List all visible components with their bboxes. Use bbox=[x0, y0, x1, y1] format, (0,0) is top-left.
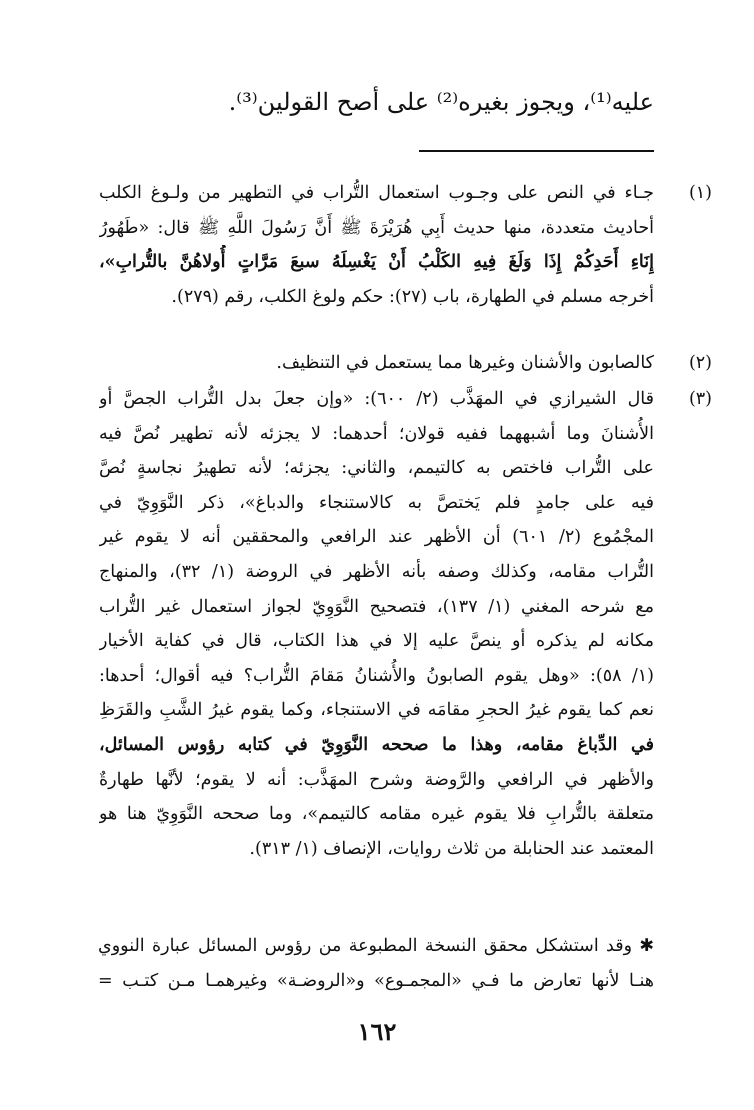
note-line: هنـا لأنها تعارض ما فـي «المجمـوع» و«الروضـة» وغيرهمـا مـن كتـب = bbox=[98, 970, 654, 991]
footnote-line: أخرجه مسلم في الطهارة، باب (٢٧): حكم ولوغ الكلب، رقم (٢٧٩). bbox=[171, 286, 654, 307]
footnote-line: أحاديث متعددة، منها حديث أَبِي هُرَيْرَةَ ﷺ أَنَّ رَسُولَ اللَّهِ ﷺ قال: «طَهُورُ bbox=[99, 217, 654, 238]
footnote-2 bbox=[99, 346, 712, 381]
footnote-line: مكانه لم يذكره أو ينصَّ عليه إلا في هذا الكتاب، قال في كفاية الأخيار bbox=[99, 631, 654, 652]
footnote-number: (٢) bbox=[688, 353, 712, 373]
main-text: عليه⁽¹⁾، ويجوز بغيره⁽²⁾ على أصح القولين⁽³⁾. bbox=[228, 88, 654, 116]
footnote-number: (٣) bbox=[688, 389, 712, 409]
footnote-line: جـاء في النص على وجـوب استعمال التُّراب في التطهير من ولـوغ الكلب bbox=[99, 183, 654, 203]
footnote-line: الأُشنانَ وما أشبههما ففيه قولان؛ أحدهما: لا يجزئه لأنه تطهير نُصَّ فيه bbox=[99, 423, 654, 444]
footnote-separator bbox=[419, 150, 654, 152]
footnote-1 bbox=[99, 176, 712, 314]
note-line: ✱ وقد استشكل محقق النسخة المطبوعة من رؤوس المسائل عبارة النووي bbox=[98, 936, 654, 956]
footnote-line: متعلقة بالتُّرابِ فلا يقوم غيره مقامه كالتيمم»، وما صححه النَّوَوِيّ هنا هو bbox=[99, 804, 654, 825]
footnote-line: المعتمد عند الحنابلة من ثلاث روايات، الإنصاف (١/ ٣١٣). bbox=[249, 838, 654, 859]
footnote-line: على التُّراب فاختص به كالتيمم، والثاني: يجزئه؛ لأنه تطهيرُ نجاسةٍ نُصَّ bbox=[99, 458, 654, 479]
footnote-line: فيه على جامدٍ فلم يَختصَّ به كالاستنجاء والدباغ»، ذكر النَّوَوِيّ في bbox=[99, 492, 654, 513]
footnote-line: مع شرحه المغني (١/ ١٣٧)، فتصحيح النَّوَوِيّ لجواز استعمال غير التُّراب bbox=[99, 596, 654, 617]
footnote-line: والأظهر في الرافعي والرَّوضة وشرح المهَذَّب: أنه لا يقوم؛ لأنَّها طهارةٌ bbox=[99, 769, 654, 790]
footnote-line: المجْمُوع (٢/ ٦٠١) أن الأظهر عند الرافعي والمحققين أنه لا يقوم غير bbox=[99, 527, 654, 548]
footnote-line: التُّراب مقامه، وكذلك وصفه بأنه الأظهر في الروضة (١/ ٣٢)، والمنهاج bbox=[99, 561, 654, 582]
footnote-number: (١) bbox=[688, 183, 712, 203]
footnote-line: في الدِّباغ مقامه، وهذا ما صححه النَّوَوِيّ في كتابه رؤوس المسائل، bbox=[99, 734, 654, 755]
page-number: ١٦٢ bbox=[357, 1017, 397, 1046]
footnote-line: نعم كما يقوم غيرُ الحجرِ مقامَه في الاستنجاء، وكما يقوم غيرُ الشَّبِ والقَرَظِ bbox=[99, 700, 654, 721]
footnote-3 bbox=[99, 382, 712, 866]
footnote-line: (١/ ٥٨): «وهل يقوم الصابونُ والأُشنانُ مَقامَ التُّراب؟ فيه أقوال؛ أحدها: bbox=[99, 665, 654, 686]
hadith-text: إِنَاءِ أَحَدِكُمْ إِذَا وَلَغَ فِيهِ الكَلْبُ أَنْ يَغْسِلَهُ سبعَ مَرَّاتٍ أُولاهُنَّ بالتُّرابِ»، bbox=[99, 252, 654, 273]
footnote-line: قال الشيرازي في المهَذَّب (٢/ ٦٠٠): «وإن جعلَ بدل التُّراب الجصَّ أو bbox=[99, 389, 654, 409]
footnote-line: كالصابون والأشنان وغيرها مما يستعمل في التنظيف. bbox=[276, 353, 654, 373]
continued-note bbox=[98, 929, 654, 998]
